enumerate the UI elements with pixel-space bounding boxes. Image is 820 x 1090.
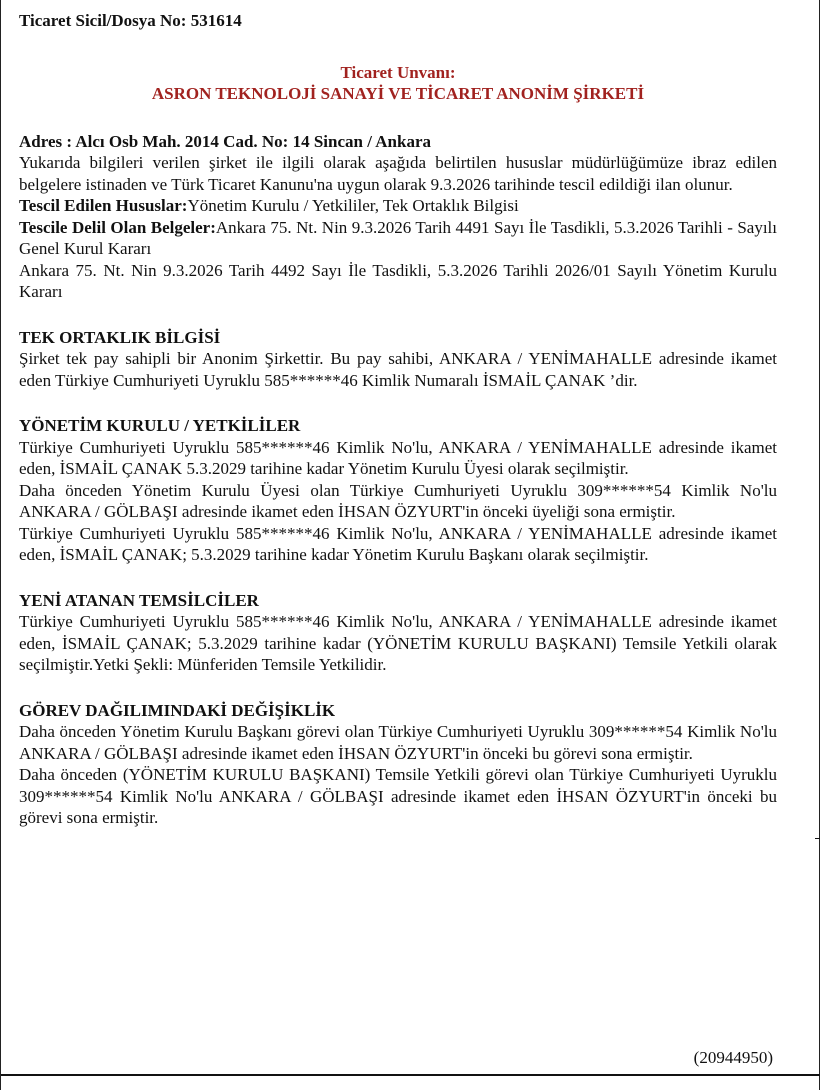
trade-name-label: Ticaret Unvanı: xyxy=(340,62,456,82)
company-name: ASRON TEKNOLOJİ SANAYİ VE TİCARET ANONİM ŞİRKETİ xyxy=(151,84,645,103)
section-paragraph: Daha önceden (YÖNETİM KURULU BAŞKANI) Temsile Yetkili görevi olan Türkiye Cumhuriyeti Uyruklu 309******54 Kimlik No'lu ANKARA / GÖLBAŞI adresinde ikamet eden İHSAN ÖZYURT'in önceki bu görevi sona ermiştir. xyxy=(19,765,777,827)
margin-mark xyxy=(815,838,820,859)
section-new-representatives xyxy=(19,590,777,676)
section-paragraph: Türkiye Cumhuriyeti Uyruklu 585******46 Kimlik No'lu, ANKARA / YENİMAHALLE adresinde ikamet eden, İSMAİL ÇANAK; 5.3.2029 tarihine kadar Yönetim Kurulu Başkanı olarak seçilmiştir. xyxy=(19,523,777,564)
bottom-rule xyxy=(1,1074,820,1076)
section-board xyxy=(19,415,777,566)
evidence-documents-value: Ankara 75. Nt. Nin 9.3.2026 Tarih 4491 Sayı İle Tasdikli, 5.3.2026 Tarihli - Sayılı Genel Kurul Kararı xyxy=(19,217,777,258)
registry-number: Ticaret Sicil/Dosya No: 531614 xyxy=(19,11,242,30)
cropped-top-text xyxy=(19,0,319,2)
section-heading: YÖNETİM KURULU / YETKİLİLER xyxy=(19,416,301,435)
section-heading: GÖREV DAĞILIMINDAKİ DEĞİŞİKLİK xyxy=(19,700,336,720)
section-paragraph: Daha önceden Yönetim Kurulu Üyesi olan Türkiye Cumhuriyeti Uyruklu 309******54 Kimlik No'lu ANKARA / GÖLBAŞI adresinde ikamet eden İHSAN ÖZYURT'in önceki üyeliği sona ermiştir. xyxy=(19,480,777,521)
registered-matters-label: Tescil Edilen Hususlar: xyxy=(19,196,188,215)
section-paragraph: Şirket tek pay sahipli bir Anonim Şirkettir. Bu pay sahibi, ANKARA / YENİMAHALLE adresinde ikamet eden Türkiye Cumhuriyeti Uyruklu 585******46 Kimlik Numaralı İSMAİL ÇANAK ’dir. xyxy=(19,349,777,390)
intro-paragraph: Yukarıda bilgileri verilen şirket ile ilgili olarak aşağıda belirtilen hususlar müdürlüğümüze ibraz edilen belgelere istinaden ve Türk Ticaret Kanunu'na uygun olarak 9.3.2026 tarihinde tescil edildiği ilan olunur. xyxy=(19,153,777,194)
evidence-documents-label: Tescile Delil Olan Belgeler: xyxy=(19,217,216,237)
company-address: Adres : Alcı Osb Mah. 2014 Cad. No: 14 Sincan / Ankara xyxy=(19,131,431,151)
evidence-documents-second: Ankara 75. Nt. Nin 9.3.2026 Tarih 4492 Sayı İle Tasdikli, 5.3.2026 Tarihli 2026/01 Sayılı Yönetim Kurulu Kararı xyxy=(19,260,777,301)
section-paragraph: Türkiye Cumhuriyeti Uyruklu 585******46 Kimlik No'lu, ANKARA / YENİMAHALLE adresinde ikamet eden, İSMAİL ÇANAK; 5.3.2029 tarihine kadar (YÖNETİM KURULU BAŞKANI) Temsile Yetkili olarak seçilmiştir.Yetki Şekli: Münferiden Temsile Yetkilidir. xyxy=(19,612,777,674)
section-sole-partnership xyxy=(19,327,777,392)
ad-number: (20944950) xyxy=(693,1048,773,1067)
section-heading: TEK ORTAKLIK BİLGİSİ xyxy=(19,327,221,347)
section-paragraph: Daha önceden Yönetim Kurulu Başkanı görevi olan Türkiye Cumhuriyeti Uyruklu 309******54 Kimlik No'lu ANKARA / GÖLBAŞI adresinde ikamet eden İHSAN ÖZYURT'in önceki bu görevi sona ermiştir. xyxy=(19,722,777,763)
registered-matters xyxy=(19,195,777,217)
section-heading: YENİ ATANAN TEMSİLCİLER xyxy=(19,590,259,610)
evidence-documents xyxy=(19,217,777,260)
registered-matters-value: Yönetim Kurulu / Yetkililer, Tek Ortaklık Bilgisi xyxy=(187,196,519,215)
section-duty-change xyxy=(19,700,777,829)
trade-name-block xyxy=(19,62,777,105)
announcement-content xyxy=(19,10,777,829)
section-paragraph: Türkiye Cumhuriyeti Uyruklu 585******46 Kimlik No'lu, ANKARA / YENİMAHALLE adresinde ikamet eden, İSMAİL ÇANAK 5.3.2029 tarihine kadar Yönetim Kurulu Üyesi olarak seçilmiştir. xyxy=(19,437,777,478)
